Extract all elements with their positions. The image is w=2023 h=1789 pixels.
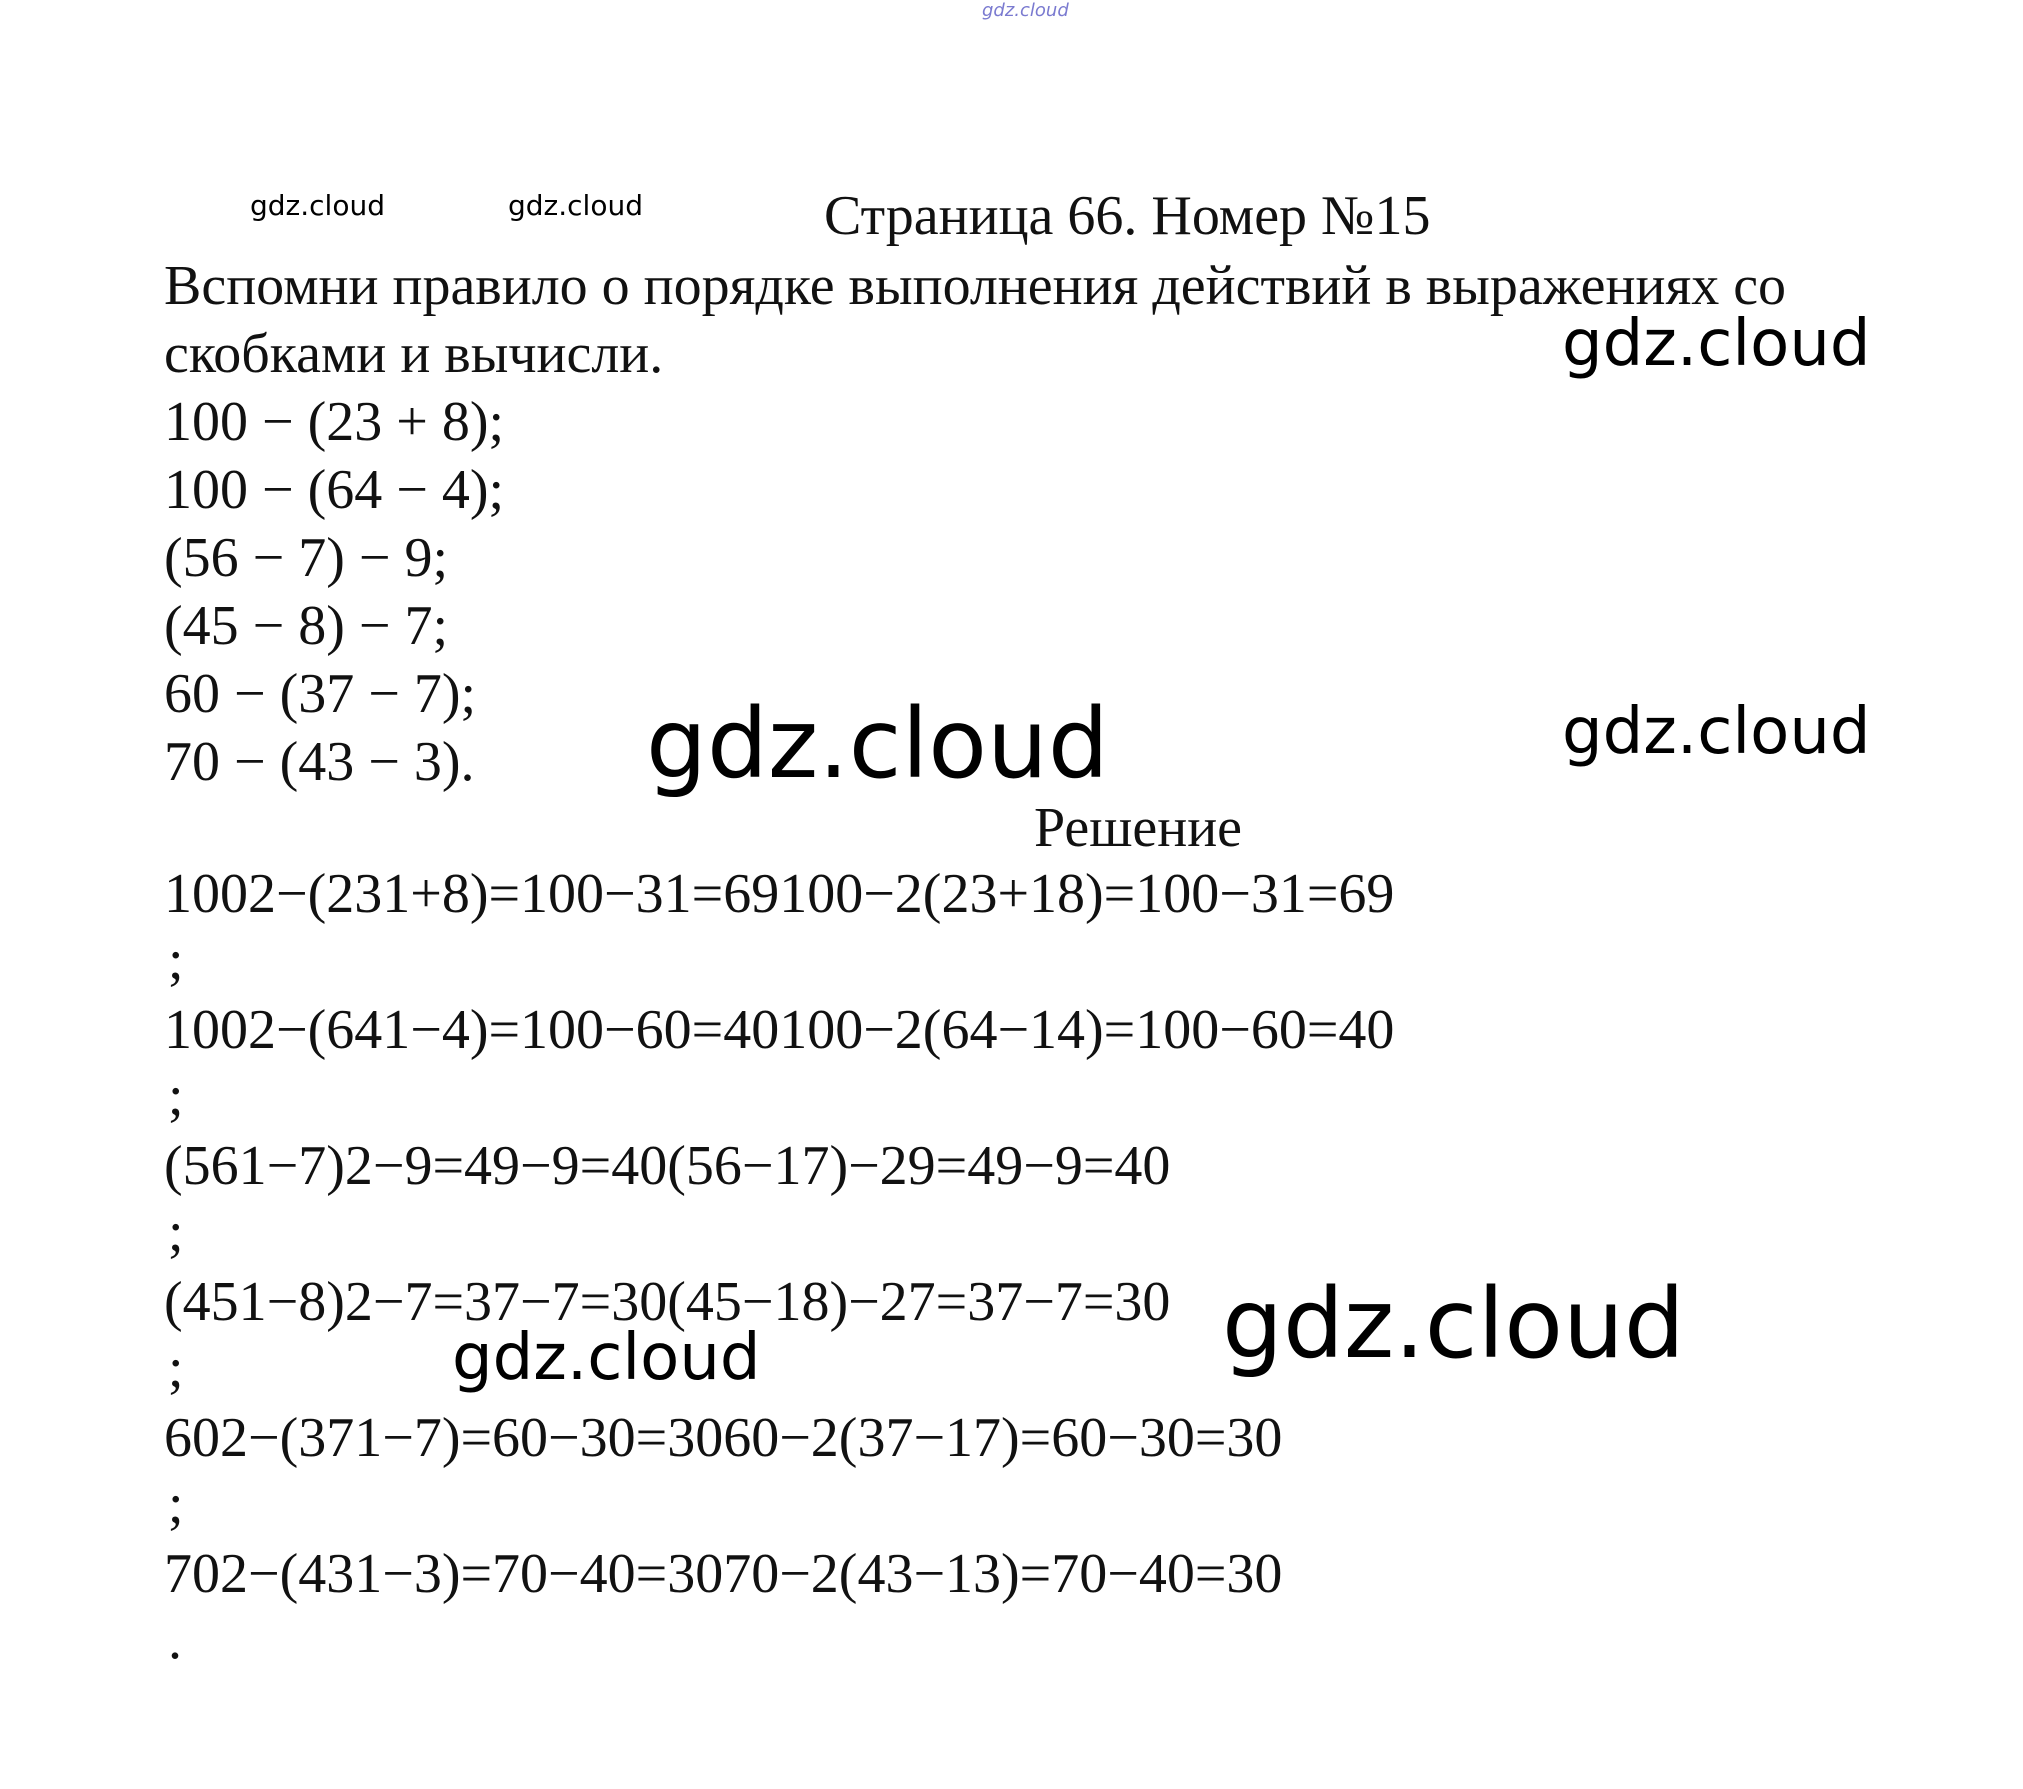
watermark-bottom-small: gdz.cloud xyxy=(452,1321,761,1395)
solution-separator-2: ; xyxy=(168,1065,184,1127)
watermark-bottom-big: gdz.cloud xyxy=(1222,1268,1685,1380)
watermark-right-2: gdz.cloud xyxy=(1562,695,1871,769)
watermark-small-1: gdz.cloud xyxy=(250,189,385,222)
solution-heading: Решение xyxy=(1034,797,1243,859)
solution-line-6: 702−(431−3)=70−40=3070−2(43−13)=70−40=30 xyxy=(164,1543,1283,1605)
task-expression-2: 100 − (64 − 4); xyxy=(164,459,505,521)
task-expression-1: 100 − (23 + 8); xyxy=(164,391,505,453)
watermark-right-1: gdz.cloud xyxy=(1562,307,1871,381)
page-title: Страница 66. Номер №15 xyxy=(824,185,1431,247)
solution-separator-3: ; xyxy=(168,1201,184,1263)
solution-separator-4: ; xyxy=(168,1337,184,1399)
watermark-top: gdz.cloud xyxy=(982,0,1069,21)
solution-separator-5: ; xyxy=(168,1473,184,1535)
solution-separator-1: ; xyxy=(168,929,184,991)
solution-line-4: (451−8)2−7=37−7=30(45−18)−27=37−7=30 xyxy=(164,1271,1171,1333)
solution-separator-6: . xyxy=(168,1609,182,1671)
task-expression-3: (56 − 7) − 9; xyxy=(164,527,449,589)
watermark-center-big: gdz.cloud xyxy=(646,688,1109,800)
solution-line-5: 602−(371−7)=60−30=3060−2(37−17)=60−30=30 xyxy=(164,1407,1283,1469)
solution-line-2: 1002−(641−4)=100−60=40100−2(64−14)=100−60=40 xyxy=(164,999,1395,1061)
task-text-line-2: скобками и вычисли. xyxy=(164,323,664,385)
watermark-small-2: gdz.cloud xyxy=(508,189,643,222)
task-expression-4: (45 − 8) − 7; xyxy=(164,595,449,657)
solution-line-3: (561−7)2−9=49−9=40(56−17)−29=49−9=40 xyxy=(164,1135,1171,1197)
solution-line-1: 1002−(231+8)=100−31=69100−2(23+18)=100−31=69 xyxy=(164,863,1395,925)
task-text-line-1: Вспомни правило о порядке выполнения действий в выражениях со xyxy=(164,255,1787,317)
task-expression-5: 60 − (37 − 7); xyxy=(164,663,477,725)
task-expression-6: 70 − (43 − 3). xyxy=(164,731,475,793)
